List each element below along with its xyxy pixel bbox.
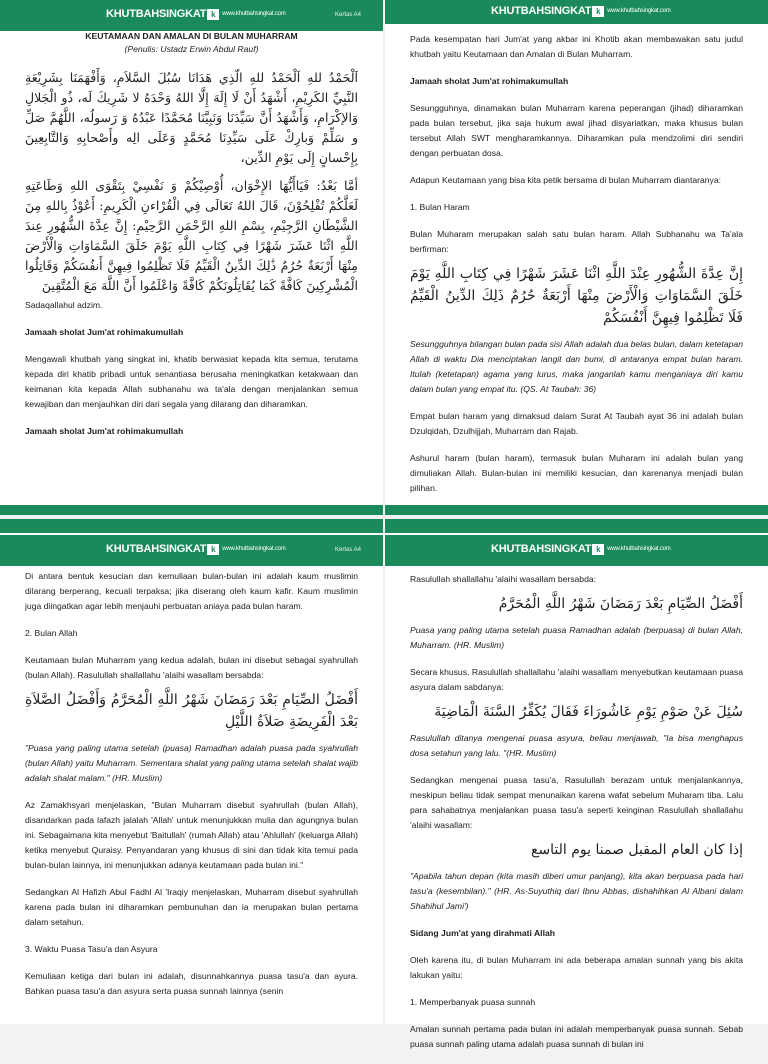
site-url: www.khutbahsingkat.com — [607, 8, 671, 15]
paragraph: Rasulullah shallallahu 'alaihi wasallam bersabda: — [410, 574, 597, 584]
page-footer — [385, 505, 768, 515]
paragraph: Ashurul haram (bulan haram), termasuk bulan Muharam ini adalah bulan yang dimuliakan Allah. Bulan-bulan ini memiliki kesucian, dan karenanya menjadi bulan pilihan. — [410, 453, 743, 493]
page-3 — [0, 519, 383, 1024]
paragraph: Kemuliaan ketiga dari bulan ini adalah, disunnahkannya puasa tasu'a dan ayura. Bahkan puasa tasu'a dan asyura serta puasa sunnah lainnya (senin — [25, 971, 358, 996]
verse-translation: Sesungguhnya bilangan bulan pada sisi Allah adalah dua belas bulan, dalam ketetapan Allah di waktu Dia menciptakan langit dan bumi, di antaranya empat bulan haram. Itulah (ketetapan) agama yang lurus, maka janganlah kamu menganiaya diri kamu dalam bulan yang empat itu. (QS. At Taubah: 36) — [410, 339, 743, 394]
page-header — [0, 535, 383, 566]
brand-mark-icon: k — [207, 544, 219, 555]
page-top-strip — [0, 519, 383, 533]
paragraph: Empat bulan haram yang dimaksud dalam Surat At Taubah ayat 36 ini adalah bulan Dzulqidah, Dzulhijjah, Muharram dan Rajab. — [410, 411, 743, 436]
paragraph: Sesungguhnya, dinamakan bulan Muharram karena peperangan (jihad) diharamkan pada bulan tersebut, jika saja hukum awal jihad disyariatkan, maka khusus bulan tersebut Allah SWT mengharamkannya. Diharamkan pula mendzolimi diri sendiri dengan perbuatan dosa. — [410, 103, 743, 158]
site-url: www.khutbahsingkat.com — [222, 546, 286, 553]
paper-size: Kertas A4 — [335, 547, 362, 553]
page-1-content — [25, 30, 358, 451]
list-item: 1. Memperbanyak puasa sunnah — [410, 997, 536, 1007]
list-item: 1. Bulan Haram — [410, 202, 470, 212]
paragraph: Az Zamakhsyari menjelaskan, "Bulan Muharram disebut syahrullah (bulan Allah), disandarkan pada lafazh jalalah 'Allah' untuk menunjukkan mulia dan agungnya bulan ini. Sebagaimana kita menyebut 'Baitullah' (rumah Allah) atau 'Ahlullah' (keluarga Allah) ketika menyebut Quraisy. Penyandaran yang khusus di sini dan tidak kita temui pada bulan-bulan lainnya, ini menunjukkan adanya keutamaan pada bulan ini." — [25, 800, 358, 870]
page-footer — [0, 505, 383, 515]
paragraph: Sedangkan mengenai puasa tasu'a, Rasulullah berazam untuk menjalankannya, meskipun beliau tidak sempat menunaikan karena wafat sebelum Muharam tiba. Lalu para sahabatnya menjalankan puasa tasu'a seperti keinginan Rasulullah shallallahu 'alaihi wasallam: — [410, 775, 743, 830]
paragraph: Di antara bentuk kesucian dan kemuliaan bulan-bulan ini adalah kaum muslimin dilarang berperang, kecuali terpaksa; jika diserang oleh kaum kafir. Kaum muslimin juga diingatkan agar lebih menjauhi perbuatan aniaya pada bulan haram. — [25, 571, 358, 611]
hadith-translation: "Apabila tahun depan (kita masih diberi umur panjang), kita akan berpuasa pada hari tasu'a (kesembilan)." (HR. As-Suyuthiq dari Ibnu Abbas, dishahihkan Al Albani dalam Shahihul Jami') — [410, 871, 743, 911]
brand-logo: KHUTBAHSINGKAT k www.khutbahsingkat.com — [491, 5, 671, 17]
arabic-wasiat: أمَّا بَعْدُ: فَيَاأَيُّهَا الإِخْوَان، أُوْصِيْكُمْ وَ نَفْسِيْ بِتَقْوَى اللهِ وَطَاعَتِهِ لَعَلَّكُمْ تُفْلِحُوْنَ، قَالَ اللهُ تَعَالَى فِي الْقُرْاءنِ الْكَرِيمِ: أَعُوْذُ بِاللهِ مِنَ الشَّيْطَانِ الرَّجِيْمِ، بِسْمِ اللهِ الرَّحْمَنِ الرَّحِيْمِ: إِنَّ عِدَّةَ الشُّهُورِ عِندَ اللَّهِ اثْنَا عَشَرَ شَهْرًا فِي كِتَابِ اللَّهِ يَوْمَ خَلَقَ السَّمَاوَاتِ وَالْأَرْضَ مِنْهَا أَرْبَعَةٌ حُرُمٌ ذَٰلِكَ الدِّينُ الْقَيِّمُ فَلَا تَظْلِمُوا فِيهِنَّ أَنفُسَكُمْ وَقَاتِلُوا الْمُشْرِكِينَ كَافَّةً كَمَا يُقَاتِلُونَكُمْ كَافَّةً وَاعْلَمُوا أَنَّ اللَّهَ مَعَ الْمُتَّقِينَ — [25, 178, 358, 293]
paragraph: Keutamaan bulan Muharram yang kedua adalah, bulan ini disebut sebagai syahrullah (bulan Allah). Rasulullah shallallahu 'alaihi wasallam bersabda: — [25, 655, 358, 680]
page-header — [0, 0, 383, 31]
list-item: 2. Bulan Allah — [25, 628, 78, 638]
page-4-content — [410, 572, 743, 1064]
page-4 — [385, 519, 768, 1049]
arabic-opening: اَلْحَمْدُ للهِ اَلْحَمْدُ للهِ الّذِي هَدَانَا سُبُلَ السَّلاَمِ، وَأَفْهَمَنَا بِشَرِيْعَةِ النَّبِيِّ الكَرِيْمِ، أَشْهَدُ أَنْ لَا إِلَهَ إِلَّا اللهُ وَحْدَهُ لا شَرِيكَ لَه، ذُو الْجَلالِ وَالإكْرَامِ، وَأَشْهَدُ أَنَّ سَيِّدَنَا وَنَبِيَّنَا مُحَمَّدًا عَبْدُهُ وَ رَسولُه، اللَّهُمَّ صَلِّ و سَلِّمْ وَبارِكْ عَلَى سَيِّدِنَا مُحَمَّدٍ وَعَلَى الِه وأَصْحابِهِ وَالتَّابِعِينَ بِإِحْسانٍ إِلَى يَوْمِ الدِّين، — [25, 70, 358, 165]
paragraph: Mengawali khutbah yang singkat ini, khatib berwasiat kepada kita semua, terutama kepada diri khatib pribadi untuk senantiasa berusaha meningkatkan ketakwaan dan keimanan kita kepada Allah subhanahu wa ta'ala dengan menjalankan semua kewajiban dan menjauhkan diri dari segala yang dilarang dan diharamkan. — [25, 354, 358, 409]
brand-logo: KHUTBAHSINGKAT k www.khutbahsingkat.com — [106, 8, 286, 20]
site-url: www.khutbahsingkat.com — [222, 11, 286, 18]
article-author: (Penulis: Ustadz Erwin Abdul Rauf) — [124, 44, 259, 54]
hadith-translation: Puasa yang paling utama setelah puasa Ramadhan adalah (berpuasa) di bulan Allah, Muharram. (HR. Muslim) — [410, 625, 743, 650]
arabic-hadith: أَفْضَلُ الصِّيَامِ بَعْدَ رَمَضَانَ شَهْرُ اللَّهِ الْمُحَرَّمُ — [498, 596, 743, 612]
paragraph: Amalan sunnah pertama pada bulan ini adalah memperbanyak puasa sunnah. Sebab puasa sunnah paling utama adalah puasa sunnah di bulan ini — [410, 1024, 743, 1049]
page-top-strip — [385, 519, 768, 533]
arabic-hadith: سُئِلَ عَنْ صَوْمِ يَوْمِ عَاشُورَاءَ فَقَالَ يُكَفِّرُ السَّنَةَ الْمَاضِيَةَ — [434, 704, 743, 720]
closing-text: Sadaqallahul adzim. — [25, 300, 103, 310]
page-header — [385, 0, 768, 24]
brand-mark-icon: k — [592, 544, 604, 555]
brand-mark-icon: k — [207, 9, 219, 20]
paragraph: Oleh karena itu, di bulan Muharram ini ada beberapa amalan sunnah yang bis akita lakukan yaitu: — [410, 955, 743, 980]
arabic-hadith: أَفْضَلُ الصِّيَامِ بَعْدَ رَمَضَانَ شَهْرُ اللَّهِ الْمُحَرَّمُ وَأَفْضَلُ الصَّلاَةِ بَعْدَ الْفَرِيضَةِ صَلاَةُ اللَّيْلِ — [25, 692, 358, 730]
brand-logo: KHUTBAHSINGKAT k www.khutbahsingkat.com — [491, 543, 671, 555]
section-heading: Jamaah sholat Jum'at rohimakumullah — [25, 426, 184, 436]
article-title: KEUTAMAAN DAN AMALAN DI BULAN MUHARRAM — [85, 31, 298, 41]
hadith-translation: "Puasa yang paling utama setelah (puasa) Ramadhan adalah puasa pada syahrullah (bulan Allah) yaitu Muharram. Sementara shalat yang paling utama setelah shalat wajib adalah shalat malam." (HR. Muslim) — [25, 743, 358, 783]
site-url: www.khutbahsingkat.com — [607, 546, 671, 553]
paragraph: Secara khusus, Rasulullah shallallahu 'alaihi wasallam menyebutkan keutamaan puasa asyura dalam sabdanya: — [410, 667, 743, 692]
page-1 — [0, 0, 383, 515]
section-heading: Jamaah sholat Jum'at rohimakumullah — [25, 327, 184, 337]
paragraph: Pada kesempatan hari Jum'at yang akbar ini Khotib akan membawakan satu judul khutbah yaitu Keutamaan dan Amalan di Bulan Muharram. — [410, 34, 743, 59]
arabic-verse: إِنَّ عِدَّةَ الشُّهُورِ عِنْدَ اللَّهِ اثْنَا عَشَرَ شَهْرًا فِي كِتَابِ اللَّهِ يَوْمَ خَلَقَ السَّمَاوَاتِ وَالْأَرْضَ مِنْهَا أَرْبَعَةٌ حُرُمٌ ذَلِكَ الدِّينُ الْقَيِّمُ فَلَا تَظْلِمُوا فِيهِنَّ أَنْفُسَكُمْ — [410, 266, 743, 326]
arabic-hadith: إذا كان العام المقبل صمنا يوم التاسع — [530, 842, 743, 858]
page-header — [385, 535, 768, 566]
list-item: 3. Waktu Puasa Tasu'a dan Asyura — [25, 944, 158, 954]
section-heading: Sidang Jum'at yang dirahmati Allah — [410, 928, 555, 938]
paragraph: Bulan Muharam merupakan salah satu bulan haram. Allah Subhanahu wa Ta'ala berfirman: — [410, 229, 743, 254]
section-heading: Jamaah sholat Jum'at rohimakumullah — [410, 76, 569, 86]
page-2-content — [410, 32, 743, 508]
paragraph: Adapun Keutamaan yang bisa kita petik bersama di bulan Muharram diantaranya: — [410, 175, 721, 185]
page-2 — [385, 0, 768, 515]
paper-size: Kertas A4 — [335, 12, 362, 18]
brand-mark-icon: k — [592, 6, 604, 17]
page-3-content — [25, 569, 358, 1011]
paragraph: Sedangkan Al Hafizh Abul Fadhl Al 'Iraqiy menjelaskan, Muharram disebut syahrullah karena pada bulan ini diharamkan pembunuhan dan ia merupakan bulan pertama dalam setahun. — [25, 887, 358, 927]
brand-logo: KHUTBAHSINGKAT k www.khutbahsingkat.com — [106, 543, 286, 555]
hadith-translation: Rasulullah ditanya mengenai puasa asyura, beliau menjawab, "Ia bisa menghapus dosa setahun yang lalu. "(HR. Muslim) — [410, 733, 743, 758]
